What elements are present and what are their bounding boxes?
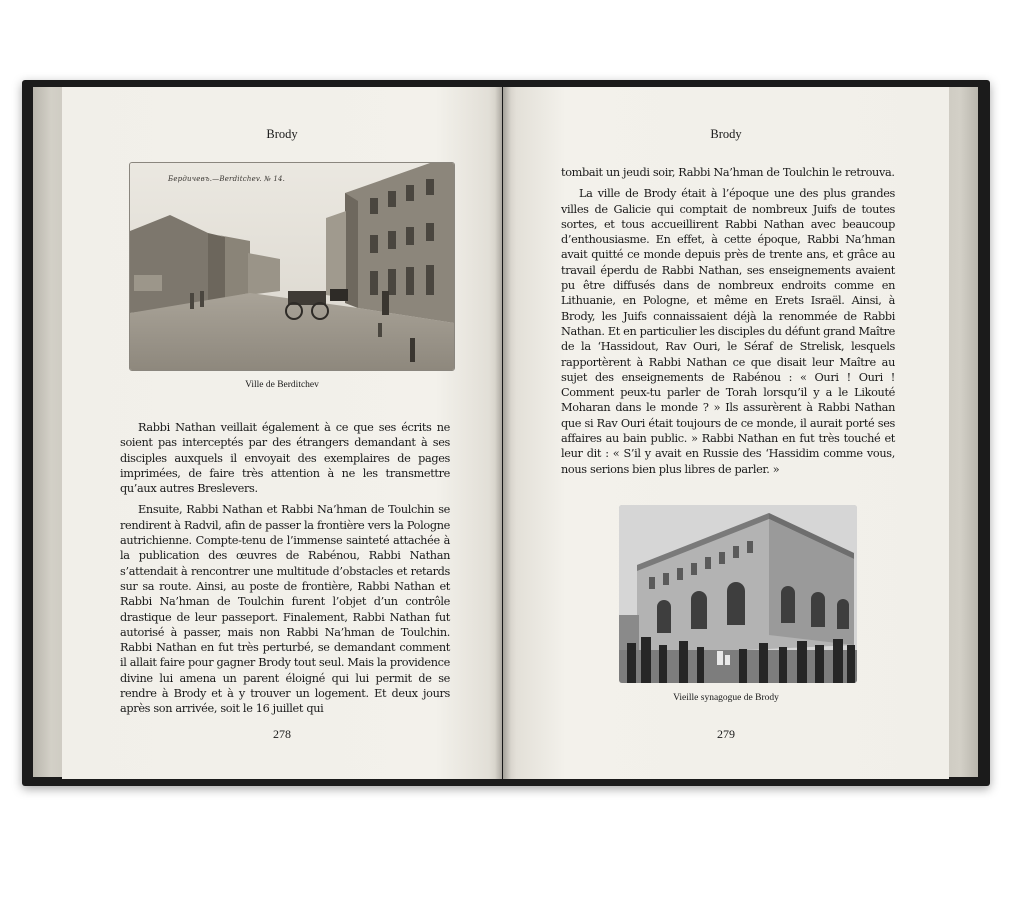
- paragraph: La ville de Brody était à l’époque une des plus grandes villes de Galicie qui comptait de nombreux Juifs de toutes sortes, et tous accueillirent Rabbi Nathan avec beaucoup d’enthousiasme. En effet, à cette époque, Rabbi Na’hman avait quitté ce monde depuis près de trente ans, et grâce au travail éperdu de Rabbi Nathan, ses enseignements avaient pu être diffusés dans de nombreux endroits comme en Lithuanie, en Pologne, et même en Erets Israël. Ainsi, à Brody, les Juifs connaissaient déjà la renommée de Rabbi Nathan. Et en particulier les disciples du défunt grand Maître de la ‘Hassidout, Rav Ouri, le Séraf de Strelisk, lesquels rapportèrent à Rabbi Nathan ce que disait leur Maître au sujet des enseignements de Rabénou : « Ouri ! Ouri ! Comment peux-tu parler de Torah lorsqu’il y a le Likouté Moharan dans le monde ? » Ils assurèrent à Rabbi Nathan que si Rav Ouri était toujours de ce monde, il aurait porté ses affaires au bain public. » Rabbi Nathan en fut très touché et leur dit : « S’il y avait en Russie des ‘Hassidim comme vous, nous serions bien plus libres de parler. »: [561, 187, 895, 476]
- running-head: Brody: [710, 127, 742, 141]
- street-scene-image: [130, 163, 454, 370]
- brody-synagogue-photo: [619, 505, 857, 683]
- photo-caption: Vieille synagogue de Brody: [673, 693, 779, 703]
- paragraph: Rabbi Nathan veillait également à ce que ses écrits ne soient pas interceptés par des étrangers demandant à ses disciples auxquels il envoyait des exemplaires de pages imprimées, de faire très attention à ne les transmettre qu’aux autres Breslevers.: [120, 421, 450, 496]
- left-page: [62, 87, 502, 779]
- right-page: [503, 87, 949, 779]
- page-number: 279: [717, 727, 735, 741]
- left-page-body: [120, 420, 450, 717]
- paragraph: Ensuite, Rabbi Nathan et Rabbi Na’hman de Toulchin se rendirent à Radvil, afin de passer la frontière vers la Pologne autrichienne. Compte-tenu de l’immense sainteté attachée à la publication des œuvres de Rabénou, Rabbi Nathan s’attendait à rencontrer une multitude d’obstacles et retards sur sa route. Ainsi, au poste de frontière, Rabbi Nathan et Rabbi Na’hman de Toulchin furent l’objet d’un contrôle drastique de leur passeport. Finalement, Rabbi Nathan fut autorisé à passer, mais non Rabbi Na’hman de Toulchin. Rabbi Nathan en fut très perturbé, se demandant comment il allait faire pour gagner Brody tout seul. Mais la providence divine lui amena un parent éloigné qui lui permit de se rendre à Brody et à y trouver un logement. Et deux jours après son arrivée, soit le 16 juillet qui: [120, 503, 450, 716]
- page-edges-left: [33, 87, 63, 777]
- running-head: Brody: [266, 127, 298, 141]
- photo-inscription: Бердичевъ.—Berditchev. № 14.: [168, 175, 286, 183]
- paragraph: tombait un jeudi soir, Rabbi Na’hman de Toulchin le retrouva.: [561, 166, 895, 179]
- right-page-body: [561, 165, 895, 477]
- page-edges-right: [948, 87, 978, 777]
- page-number: 278: [273, 727, 291, 741]
- book-gutter: [495, 87, 511, 779]
- photo-caption: Ville de Berditchev: [245, 380, 319, 390]
- synagogue-image: [619, 505, 857, 683]
- berditchev-street-photo: [129, 162, 455, 371]
